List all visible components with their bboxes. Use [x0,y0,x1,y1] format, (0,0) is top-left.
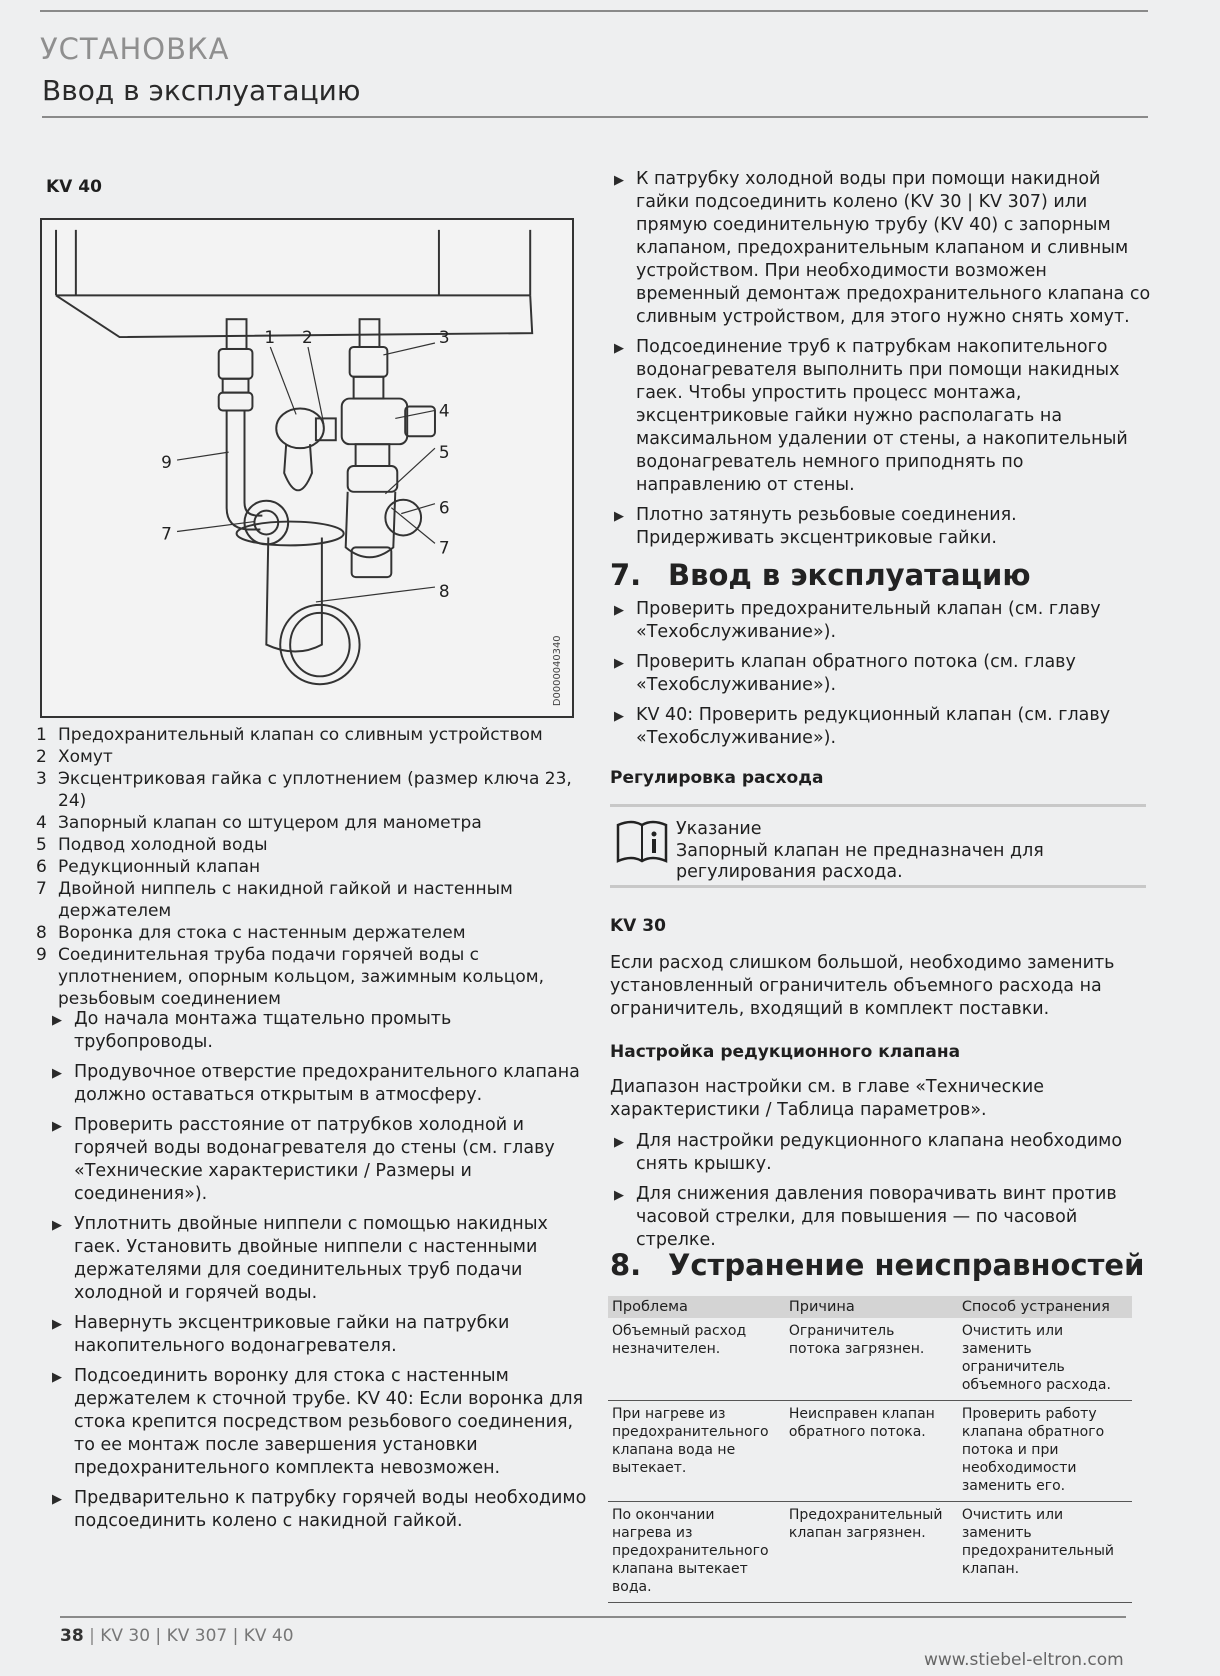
table-header-row [608,1296,1132,1318]
step-item: ▶ KV 40: Проверить редукционный клапан (см. главу «Техобслуживание»). [612,704,1152,750]
note-box [610,804,1146,888]
kv30-text: Если расход слишком большой, необходимо заменить установленный ограничитель объемного расхода на ограничитель, входящий в комплект поставки. [610,953,1115,1019]
footer-url[interactable]: www.stiebel-eltron.com [924,1650,1124,1670]
step-item: ▶ Навернуть эксцентриковые гайки на патрубки накопительного водонагревателя. [50,1312,590,1358]
callout-2: 2 [302,327,313,348]
table-cell: Предохранительный клапан загрязнен. [781,1502,954,1603]
step-item: ▶ Проверить клапан обратного потока (см. главу «Техобслуживание»). [612,651,1152,697]
reducer-title: Настройка редукционного клапана [610,1042,961,1062]
step-item: ▶ К патрубку холодной воды при помощи накидной гайки подсоединить колено (KV 30 | KV 307) или прямую соединительную трубу (KV 40) с запорным клапаном, предохранительным клапаном и сливным устройством. При необходимости возможен временный демонтаж предохранительного клапана со сливным устройством, для этого нужно снять хомут. [612,168,1152,329]
legend-item: 1 Предохранительный клапан со сливным устройством [36,725,543,745]
callout-5: 5 [438,442,450,463]
troubleshooting-table [608,1296,1132,1603]
section-label: УСТАНОВКА [40,32,230,66]
legend-item: 9 Соединительная труба подачи горячей воды с уплотнением, опорным кольцом, зажимным кольцом, резьбовым соединением [36,945,544,1009]
note-text: Запорный клапан не предназначен для регулирования расхода. [676,841,1044,882]
step-item: ▶ Уплотнить двойные ниппели с помощью накидных гаек. Установить двойные ниппели с настенными держателями для соединительных труб подачи холодной и горячей воды. [50,1213,590,1305]
footer-rule [60,1616,1126,1618]
column-header: Причина [781,1296,954,1318]
info-book-icon [614,817,670,865]
legend-item: 7 Двойной ниппель с накидной гайкой и настенным держателем [36,879,513,921]
callout-9: 9 [161,452,172,472]
table-cell: Очистить или заменить ограничитель объемного расхода. [954,1318,1132,1401]
legend-item: 3 Эксцентриковая гайка с уплотнением (размер ключа 23, 24) [36,769,572,811]
step-item: ▶ Подсоединение труб к патрубкам накопительного водонагревателя выполнить при помощи накидных гаек. Чтобы упростить процесс монтажа, эксцентриковые гайки нужно располагать на максимальном удалении от стены, а накопительный водонагреватель немного приподнять по направлению от стены. [612,336,1152,497]
kv30-title: KV 30 [610,916,666,936]
section-8-heading: 8. Устранение неисправностей [610,1248,1145,1282]
installation-steps [50,1008,590,1540]
header-rule [42,116,1148,118]
step-item: ▶ Предварительно к патрубку горячей воды необходимо подсоединить колено с накидной гайкой. [50,1487,590,1533]
callout-4: 4 [438,400,450,421]
reducer-text: Диапазон настройки см. в главе «Технические характеристики / Таблица параметров». [610,1077,1044,1120]
note-label: Указание [676,819,762,839]
table-cell: По окончании нагрева из предохранительного клапана вытекает вода. [608,1502,781,1603]
legend-item: 8 Воронка для стока с настенным держателем [36,923,466,943]
legend-item: 5 Подвод холодной воды [36,835,268,855]
step-item: ▶ Подсоединить воронку для стока с настенным держателем к сточной трубе. KV 40: Если воронка для стока крепится посредством резьбового соединения, то ее монтаж после завершения установки предохранительного комплекта невозможен. [50,1365,590,1480]
column-header: Способ устранения [954,1296,1132,1318]
figure-title: KV 40 [46,177,102,197]
connection-steps [612,168,1152,557]
step-item: ▶ Для снижения давления поворачивать винт против часовой стрелки, для повышения — по часовой стрелке. [612,1183,1152,1252]
step-item: ▶ Плотно затянуть резьбовые соединения. Придерживать эксцентриковые гайки. [612,504,1152,550]
step-item: ▶ До начала монтажа тщательно промыть трубопроводы. [50,1008,590,1054]
table-cell: Проверить работу клапана обратного потока и при необходимости заменить его. [954,1401,1132,1502]
callout-1: 1 [264,327,276,348]
callout-7-left: 7 [161,523,172,544]
installation-diagram [40,218,574,718]
table-cell: Объемный расход незначителен. [608,1318,781,1401]
flow-title: Регулировка расхода [610,768,824,788]
callout-8: 8 [438,580,450,601]
step-item: ▶ Продувочное отверстие предохранительного клапана должно оставаться открытым в атмосферу. [50,1061,590,1107]
section-7-heading: 7. Ввод в эксплуатацию [610,558,1031,592]
step-item: ▶ Проверить расстояние от патрубков холодной и горячей воды водонагревателя до стены (см. главу «Технические характеристики / Размеры и соединения»). [50,1114,590,1206]
table-row [608,1502,1132,1603]
table-row [608,1401,1132,1502]
legend-item: 2 Хомут [36,747,113,767]
top-rule [40,10,1148,12]
table-cell: Неисправен клапан обратного потока. [781,1401,954,1502]
legend-item: 6 Редукционный клапан [36,857,261,877]
page-footer: 38 | KV 30 | KV 307 | KV 40 [60,1626,294,1646]
installation-drawing [42,220,572,716]
step-item: ▶ Проверить предохранительный клапан (см. главу «Техобслуживание»). [612,598,1152,644]
figure-code: D0000040340 [551,635,563,707]
reducer-steps [612,1130,1152,1259]
table-cell: Ограничитель потока загрязнен. [781,1318,954,1401]
table-cell: Очистить или заменить предохранительный клапан. [954,1502,1132,1603]
callout-6: 6 [438,497,450,518]
table-cell: При нагреве из предохранительного клапана вода не вытекает. [608,1401,781,1502]
commissioning-steps [612,598,1152,757]
callout-3: 3 [438,327,450,348]
figure-legend [36,724,596,1010]
column-header: Проблема [608,1296,781,1318]
legend-item: 4 Запорный клапан со штуцером для манометра [36,813,482,833]
table-row [608,1318,1132,1401]
page-number: 38 [60,1626,84,1646]
footer-models: KV 30 | KV 307 | KV 40 [100,1626,294,1646]
step-item: ▶ Для настройки редукционного клапана необходимо снять крышку. [612,1130,1152,1176]
callout-7-right: 7 [438,537,450,558]
page-title: Ввод в эксплуатацию [42,74,361,107]
